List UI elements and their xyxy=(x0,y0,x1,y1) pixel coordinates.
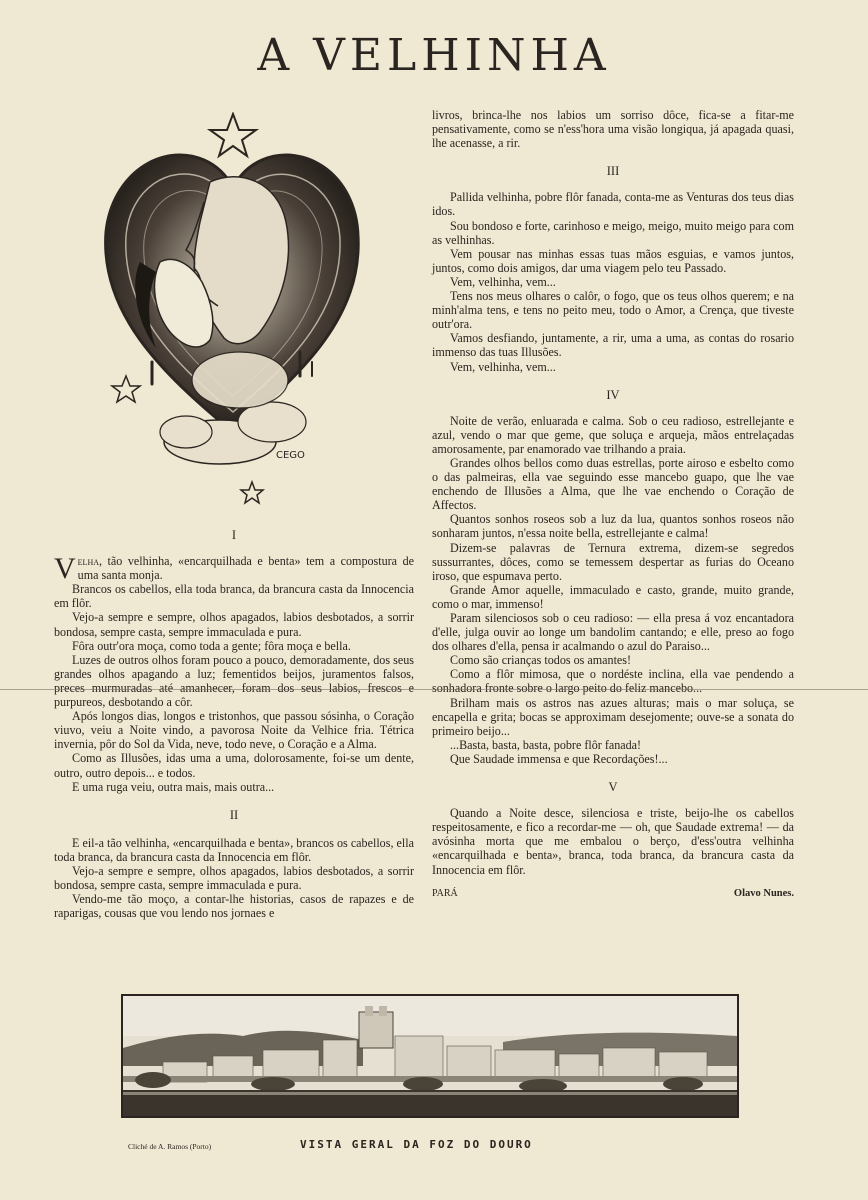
signature-place: PARÁ xyxy=(432,887,458,899)
paragraph: Que Saudade immensa e que Recordações!... xyxy=(450,751,668,766)
photo-caption: VISTA GERAL DA FOZ DO DOURO xyxy=(300,1138,533,1151)
paragraph: Vamos desfiando, juntamente, a rir, uma a uma, as contas do rosario immenso das tuas Illusões. xyxy=(432,331,794,360)
page-fold-line xyxy=(0,689,868,690)
section-numeral: V xyxy=(608,780,618,795)
paragraph: Vejo-a sempre e sempre, olhos apagados, labios desbotados, a sorrir bondosa, sempre casta, sempre immaculada e pura. xyxy=(54,610,414,639)
paragraph: Vem, velhinha, vem... xyxy=(450,274,556,289)
paragraph: Quantos sonhos roseos sob a luz da lua, quantos sonhos roseos não sonharam juntos, n'essa noite bella, estrellejante e calma! xyxy=(432,512,794,541)
paragraph: Velha, tão velhinha, «encarquilhada e benta» tem a compostura de uma santa monja. xyxy=(54,552,414,586)
paragraph: Grande Amor aquelle, immaculado e casto, grande, muito grande, como o mar, immenso! xyxy=(432,582,794,611)
paragraph: E uma ruga veiu, outra mais, mais outra... xyxy=(72,779,275,794)
section-numeral: I xyxy=(231,528,237,542)
paragraph: livros, brinca-lhe nos labios um sorriso dôce, fica-se a fitar-me pensativamente, como se n'ess'hora uma visão longiqua, já apagada quasi, lhe acenasse, a rir. xyxy=(432,108,794,151)
paragraph: Como são crianças todos os amantes! xyxy=(450,653,632,668)
paragraph: Noite de verão, enluarada e calma. Sob o ceu radioso, estrellejante e azul, vendo o mar que geme, que soluça e arqueja, mãos entrelaçadas amorosamente, par enamorado vae trilhando a praia. xyxy=(432,413,794,456)
paragraph: Brilham mais os astros nas azues alturas; mais o mar soluça, se encapella e grita; bocas se approximam desejomente; ouve-se a sonata do primeiro beijo... xyxy=(432,695,794,738)
paragraph: E eil-a tão velhinha, «encarquilhada e benta», brancos os cabellos, ella toda branca, da brancura casta da Innocencia em flôr. xyxy=(54,835,414,864)
section-numeral: IV xyxy=(606,387,620,402)
paragraph: Quando a Noite desce, silenciosa e triste, beijo-lhe os cabellos respeitosamente, e fico a recordar-me — oh, que Saudade extrema! — da avósinha morta que me embalou o berço, d'ess'outra velhinha «encarquilhada e benta», branca, toda branca, da brancura casta da Innocencia em flôr. xyxy=(432,806,794,877)
paragraph: Param silenciosos sob o ceu radioso: — ella presa á voz encantadora d'elle, julga ouvir ao longe um bandolim cantando; e elle, preso ao fogo dos olhares d'ella, pensa ir acalmando o azul do Paraiso... xyxy=(432,611,794,654)
paragraph: ...Basta, basta, basta, pobre flôr fanada! xyxy=(450,737,642,752)
section-numeral: II xyxy=(229,807,239,822)
paragraph: Após longos dias, longos e tristonhos, que passou sósinha, o Coração viuvo, veiu a Noite vindo, a pavorosa Noite da Velhice fria. Tétrica invernia, pôr do Sol da Vida, neve, todo neve, o Coração e a Alma. xyxy=(54,709,414,752)
paragraph: Fôra outr'ora moça, como toda a gente; fôra moça e bella. xyxy=(72,638,351,653)
panorama-photo xyxy=(121,994,739,1118)
star-icon xyxy=(112,376,140,402)
paragraph: Como as Illusões, idas uma a uma, dolorosamente, foi-se um dente, outro, outro depois... e todos. xyxy=(54,751,414,780)
paragraph: Vem, velhinha, vem... xyxy=(450,359,556,374)
illustration-signature: CEGO xyxy=(276,450,305,461)
signature-line xyxy=(432,887,794,901)
paragraph: Vendo-me tão moço, a contar-lhe historias, casos de rapazes e de raparigas, cousas que vou lendo nos jornaes e xyxy=(54,892,414,921)
paragraph: Brancos os cabellos, ella toda branca, da brancura casta da Innocencia em flôr. xyxy=(54,582,414,611)
paragraph: Dizem-se palavras de Ternura extrema, dizem-se segredos sussurrantes, dôces, como se temessem despertar as furias do Oceano iroso, que espumava perto. xyxy=(432,540,794,583)
paragraph: Vem pousar nas minhas essas tuas mãos esguias, e vamos juntos, juntos, como dois amigos, dar uma viagem pelo teu Passado. xyxy=(432,246,794,275)
paragraph: Vejo-a sempre e sempre, olhos apagados, labios desbotados, a sorrir bondosa, sempre casta, sempre immaculada e pura. xyxy=(54,863,414,893)
signature-author: Olavo Nunes. xyxy=(733,887,794,899)
paragraph: Sou bondoso e forte, carinhoso e meigo, meigo, muito meigo para com as velhinhas. xyxy=(432,218,794,247)
paragraph: Grandes olhos bellos como duas estrellas, porte airoso e esbelto como o das palmeiras, ella vae seguindo esse mancebo guapo, que lhe vae enchendo de Illusões a Alma, que lhe vae enchendo o Coração de Affectos. xyxy=(432,455,794,513)
paragraph: Pallida velhinha, pobre flôr fanada, conta-me as Venturas dos teus dias idos. xyxy=(432,190,794,219)
drop-cap: V xyxy=(54,552,76,586)
page-title: A VELHINHA xyxy=(257,30,611,81)
star-icon xyxy=(241,482,263,503)
paragraph: Tens nos meus olhares o calôr, o fogo, que os teus olhos querem; e na minh'alma tens, e tens no peito meu, todo o Amor, a Crença, que tiveste outr'ora. xyxy=(432,289,794,332)
star-icon xyxy=(210,114,256,156)
section-numeral: III xyxy=(606,164,620,179)
paragraph: Como a flôr mimosa, que o nordéste inclina, ella vae pendendo a sonhadora fronte sobre o largo peito do feliz mancebo... xyxy=(432,667,794,696)
photo-credit: Cliché de A. Ramos (Porto) xyxy=(128,1142,212,1151)
paragraph: Luzes de outros olhos foram pouco a pouco, demoradamente, dos seus grandes olhos apagando a luz; fementidos beijos, juramentos falsos, preces murmuradas até amanhecer, foram dos seus labios, frescos e purpureos, desbotando a côr. xyxy=(54,652,414,710)
first-word: elha xyxy=(77,554,99,569)
heart-portrait-illustration xyxy=(100,112,366,508)
left-column xyxy=(54,528,414,920)
right-column xyxy=(432,108,794,901)
